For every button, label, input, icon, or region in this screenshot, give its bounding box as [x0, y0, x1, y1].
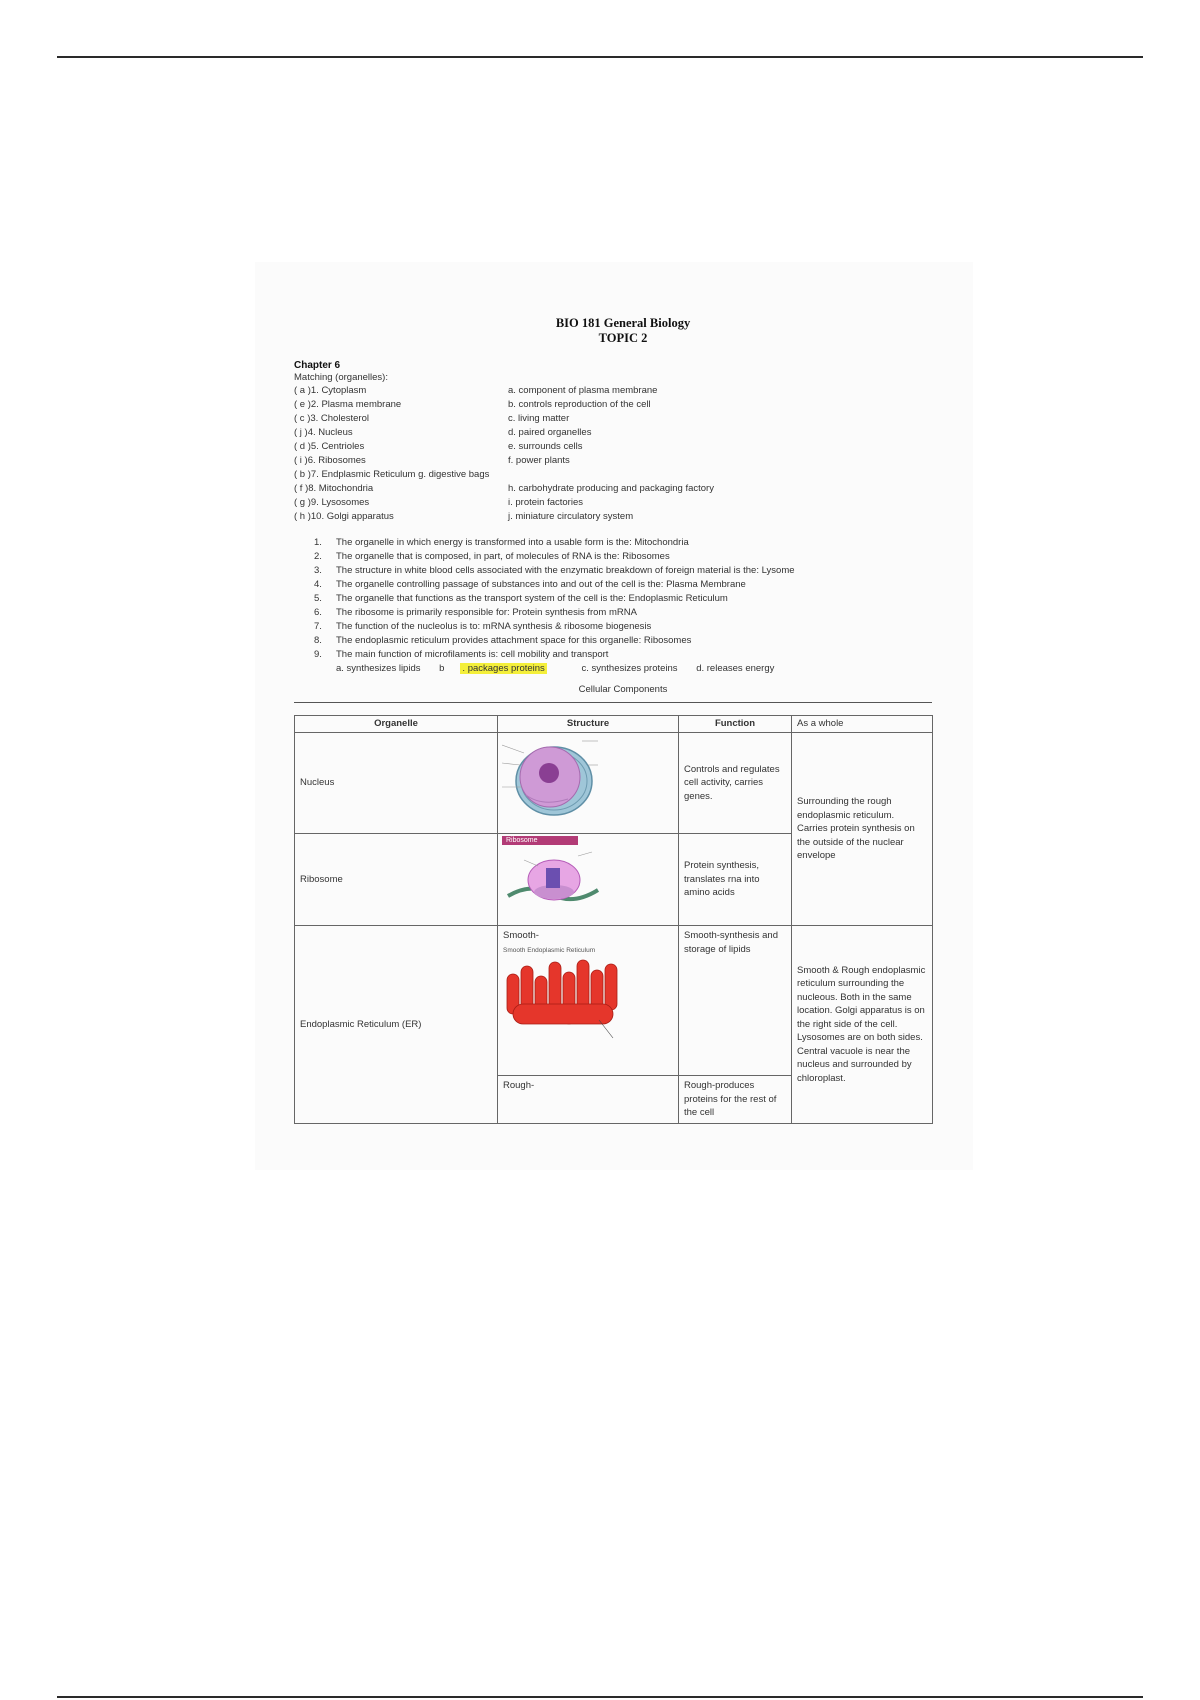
matching-row: [294, 496, 932, 510]
document-content: [294, 316, 932, 1124]
question-number: 5.: [314, 593, 322, 604]
caption-rule: [294, 702, 932, 703]
matching-term: ( f )8. Mitochondria: [294, 483, 374, 494]
question-text: The main function of microfilaments is: cell mobility and transport: [336, 649, 609, 660]
matching-row: [294, 468, 932, 482]
nucleus-function: Controls and regulates cell activity, carries genes.: [679, 732, 792, 834]
matching-definition: j. miniature circulatory system: [508, 511, 634, 522]
doc-subtitle: TOPIC 2: [598, 331, 648, 345]
organelle-ribosome: Ribosome: [295, 834, 498, 926]
question-list: [314, 536, 932, 662]
as-whole-er: Smooth & Rough endoplasmic reticulum surrounding the nucleous. Both in the same location. Golgi apparatus is on the right side of the cell. Lysosomes are on both sides. Central vacuole is near the nucleus and surrounded by chloroplast.: [792, 926, 933, 1124]
matching-definition: e. surrounds cells: [508, 441, 583, 452]
question-number: 8.: [314, 635, 322, 646]
smooth-er-diagram: [503, 954, 629, 1046]
table-row-nucleus: [295, 732, 933, 834]
question-item: [314, 578, 932, 592]
question-text: The organelle in which energy is transformed into a usable form is the: Mitochondria: [336, 537, 689, 548]
choice-d: d. releases energy: [696, 663, 775, 674]
bottom-rule: [57, 1696, 1143, 1698]
table-caption: Cellular Components: [578, 684, 668, 695]
question-number: 2.: [314, 551, 322, 562]
matching-term: ( j )4. Nucleus: [294, 427, 353, 438]
organelle-er: Endoplasmic Reticulum (ER): [295, 926, 498, 1124]
doc-title: BIO 181 General Biology: [555, 316, 691, 330]
choice-c: c. synthesizes proteins: [581, 663, 678, 674]
table-row-er-smooth: [295, 926, 933, 1076]
question-item: [314, 592, 932, 606]
matching-row: [294, 398, 932, 412]
question-number: 4.: [314, 579, 322, 590]
cellular-components-table: [294, 715, 933, 1124]
matching-list: [294, 384, 932, 524]
question-number: 7.: [314, 621, 322, 632]
question-item: [314, 634, 932, 648]
question-text: The organelle that functions as the transport system of the cell is the: Endoplasmic Reticulum: [336, 593, 728, 604]
matching-definition: a. component of plasma membrane: [508, 385, 658, 396]
matching-row: [294, 482, 932, 496]
matching-term: ( a )1. Cytoplasm: [294, 385, 367, 396]
ribosome-function: Protein synthesis, translates rna into amino acids: [679, 834, 792, 926]
matching-row: [294, 440, 932, 454]
question-item: [314, 536, 932, 550]
choice-b: [439, 663, 563, 674]
question-item: [314, 550, 932, 564]
ribosome-graphic: [502, 836, 602, 920]
matching-row: [294, 454, 932, 468]
question-text: The structure in white blood cells associated with the enzymatic breakdown of foreign material is the: Lysome: [336, 565, 795, 576]
header-organelle: Organelle: [295, 716, 498, 733]
matching-heading: Matching (organelles):: [294, 372, 388, 383]
matching-term: ( b )7. Endplasmic Reticulum g. digestive bags: [294, 469, 490, 480]
matching-term: ( d )5. Centrioles: [294, 441, 365, 452]
question-number: 1.: [314, 537, 322, 548]
choice-b-letter: b: [439, 663, 445, 674]
question-number: 6.: [314, 607, 322, 618]
question-item: [314, 648, 932, 662]
er-smooth-structure-cell: [498, 926, 679, 1076]
nucleus-diagram: [502, 735, 598, 827]
matching-definition: b. controls reproduction of the cell: [508, 399, 651, 410]
question-item: [314, 606, 932, 620]
matching-definition: i. protein factories: [508, 497, 583, 508]
matching-term: ( c )3. Cholesterol: [294, 413, 369, 424]
choice-a: a. synthesizes lipids: [336, 663, 421, 674]
matching-term: ( e )2. Plasma membrane: [294, 399, 402, 410]
ribosome-diagram: [502, 836, 602, 920]
answer-choices: [336, 662, 932, 676]
matching-row: [294, 426, 932, 440]
header-as-a-whole: As a whole: [792, 716, 933, 733]
question-text: The organelle that is composed, in part, of molecules of RNA is the: Ribosomes: [336, 551, 670, 562]
ribosome-figure-label: Ribosome: [502, 836, 578, 845]
matching-term: ( g )9. Lysosomes: [294, 497, 370, 508]
matching-definition: d. paired organelles: [508, 427, 592, 438]
question-text: The endoplasmic reticulum provides attachment space for this organelle: Ribosomes: [336, 635, 692, 646]
header-function: Function: [679, 716, 792, 733]
highlighted-answer: . packages proteins: [462, 663, 545, 674]
organelle-nucleus: Nucleus: [295, 732, 498, 834]
matching-row: [294, 412, 932, 426]
matching-definition: f. power plants: [508, 455, 570, 466]
header-structure: Structure: [498, 716, 679, 733]
question-item: [314, 620, 932, 634]
matching-term: ( i )6. Ribosomes: [294, 455, 366, 466]
smooth-er-figure-label: Smooth Endoplasmic Reticulum: [503, 946, 596, 954]
matching-row: [294, 384, 932, 398]
top-rule: [57, 56, 1143, 58]
er-rough-function: Rough-produces proteins for the rest of the cell: [679, 1076, 792, 1124]
er-smooth-function: Smooth-synthesis and storage of lipids: [679, 926, 792, 1076]
matching-definition: h. carbohydrate producing and packaging factory: [508, 483, 714, 494]
question-text: The ribosome is primarily responsible for: Protein synthesis from mRNA: [336, 607, 637, 618]
matching-row: [294, 510, 932, 524]
table-header-row: [295, 716, 933, 733]
matching-definition: c. living matter: [508, 413, 570, 424]
smooth-er-label: Smooth-: [503, 930, 539, 941]
as-whole-nucleus-ribosome: Surrounding the rough endoplasmic reticulum. Carries protein synthesis on the outside of the nuclear envelope: [792, 732, 933, 926]
ribosome-structure-cell: [498, 834, 679, 926]
question-text: The function of the nucleolus is to: mRNA synthesis & ribosome biogenesis: [336, 621, 652, 632]
rough-er-label: Rough-: [498, 1076, 679, 1124]
question-item: [314, 564, 932, 578]
question-number: 3.: [314, 565, 322, 576]
chapter-heading: Chapter 6: [294, 360, 341, 371]
matching-definition: [489, 468, 932, 482]
question-number: 9.: [314, 649, 322, 660]
matching-term: ( h )10. Golgi apparatus: [294, 511, 394, 522]
question-text: The organelle controlling passage of substances into and out of the cell is the: Plasma Membrane: [336, 579, 746, 590]
nucleus-structure-cell: [498, 732, 679, 834]
